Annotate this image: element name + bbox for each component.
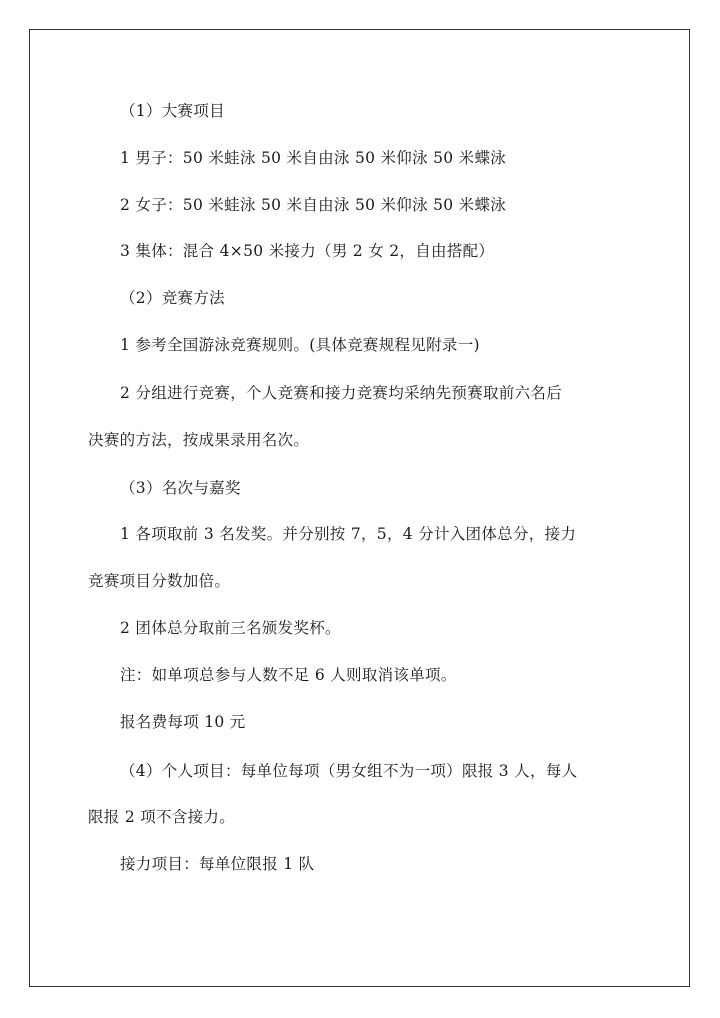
paragraph-team-trophy: 2 团体总分取前三名颁发奖杯。 bbox=[120, 619, 341, 637]
paragraph-awards: 1 各项取前 3 名发奖。并分别按 7，5，4 分计入团体总分，接力 bbox=[120, 525, 577, 543]
page-border bbox=[29, 29, 690, 987]
paragraph-men-events: 1 男子：50 米蛙泳 50 米自由泳 50 米仰泳 50 米蝶泳 bbox=[120, 149, 507, 167]
section-heading-method: （2）竞赛方法 bbox=[120, 289, 225, 307]
section-heading-individual: （4）个人项目：每单位每项（男女组不为一项）限报 3 人，每人 bbox=[120, 762, 578, 780]
paragraph-individual-cont: 限报 2 项不含接力。 bbox=[88, 808, 236, 826]
section-heading-events: （1）大赛项目 bbox=[120, 102, 225, 120]
paragraph-rules: 1 参考全国游泳竞赛规则。(具体竞赛规程见附录一) bbox=[120, 336, 480, 354]
section-heading-awards: （3）名次与嘉奖 bbox=[120, 479, 241, 497]
paragraph-women-events: 2 女子：50 米蛙泳 50 米自由泳 50 米仰泳 50 米蝶泳 bbox=[120, 196, 507, 214]
paragraph-group-relay: 3 集体：混合 4×50 米接力（男 2 女 2，自由搭配） bbox=[120, 242, 495, 260]
paragraph-grouping-cont: 决赛的方法，按成果录用名次。 bbox=[88, 431, 310, 449]
paragraph-note: 注：如单项总参与人数不足 6 人则取消该单项。 bbox=[120, 666, 457, 684]
paragraph-fee: 报名费每项 10 元 bbox=[120, 713, 246, 731]
paragraph-grouping: 2 分组进行竞赛，个人竞赛和接力竞赛均采纳先预赛取前六名后 bbox=[120, 384, 562, 402]
paragraph-relay-limit: 接力项目：每单位限报 1 队 bbox=[120, 855, 315, 873]
paragraph-awards-cont: 竞赛项目分数加倍。 bbox=[88, 572, 231, 590]
